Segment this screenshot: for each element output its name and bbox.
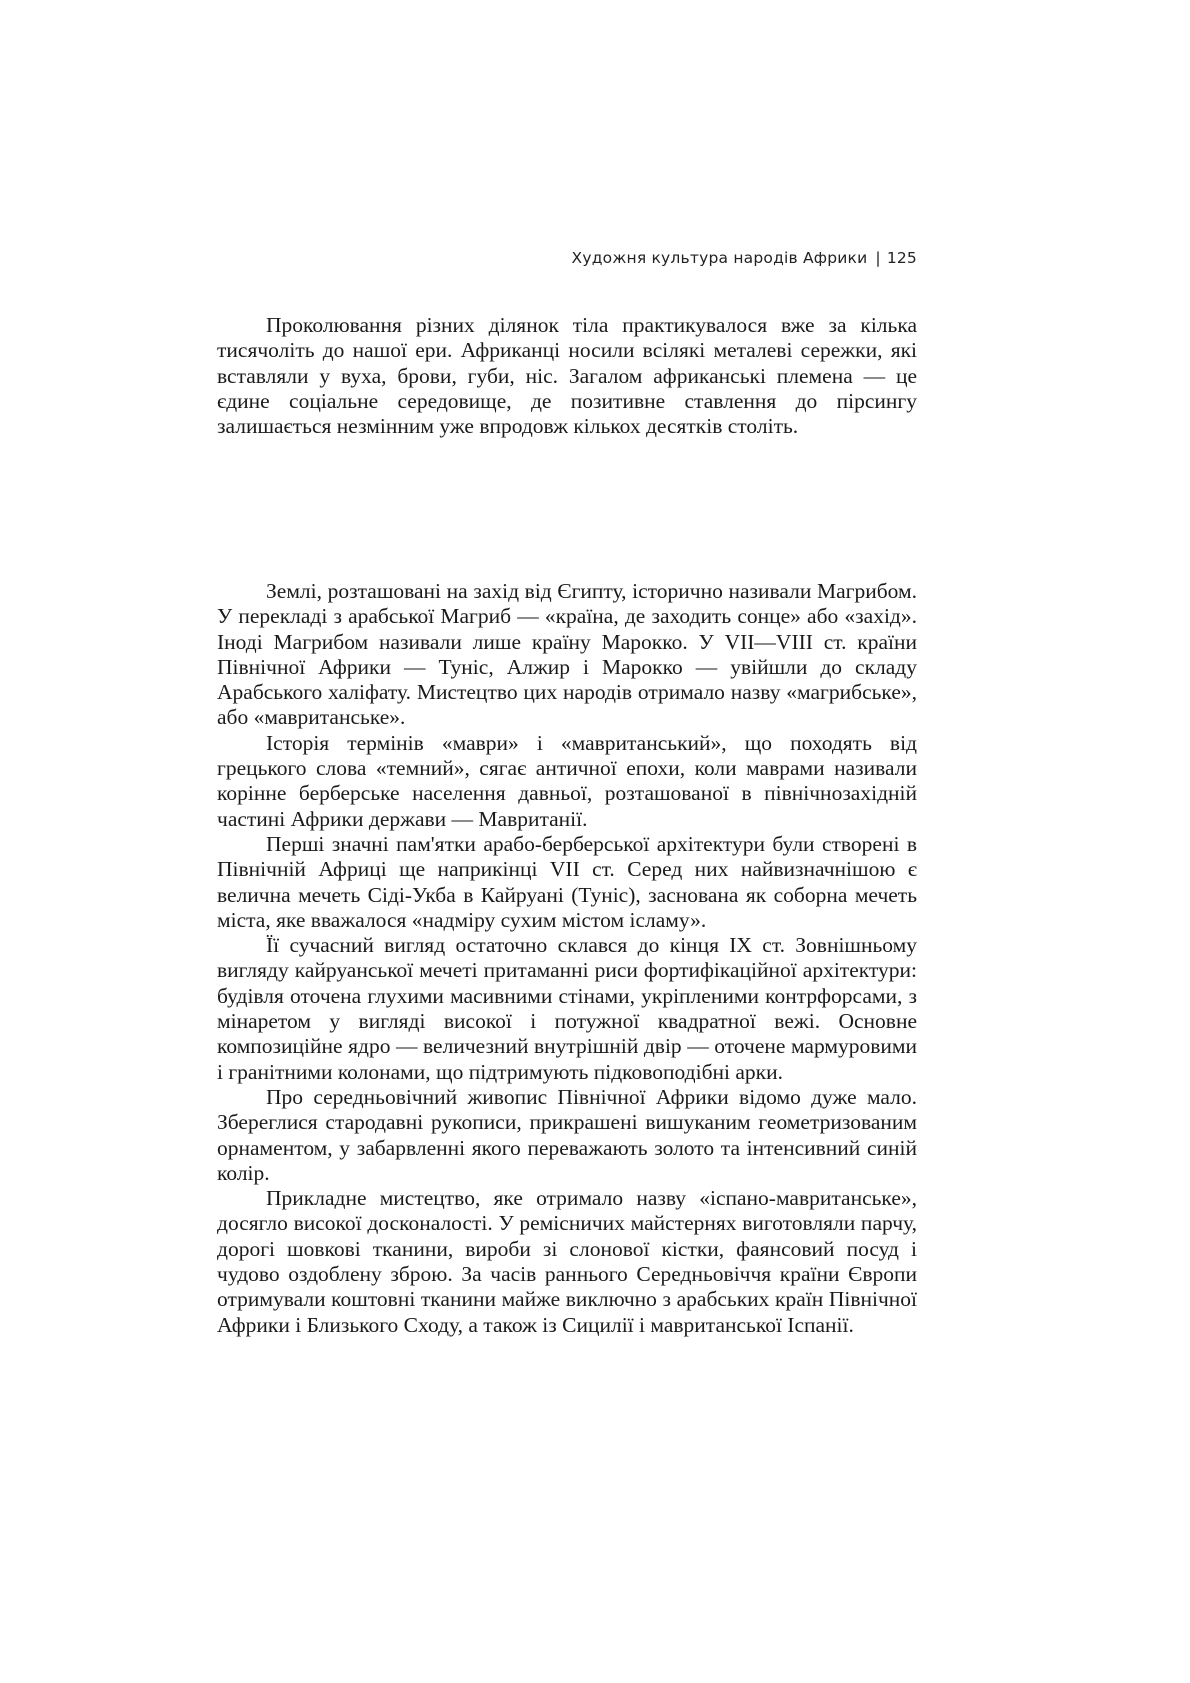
piercing-section <box>217 313 917 439</box>
maghreb-section <box>217 579 917 1338</box>
paragraph: Її сучасний вигляд остаточно склався до кінця IX ст. Зовнішньому вигляду кайруанської мечеті притаманні риси фортифікаційної архітектури: будівля оточена глухими масивними стінами, укріпленими контрфорсами, з мінаретом у вигляді високої і потужної квадратної вежі. Основне композиційне ядро — величезний внутрішній двір — оточене мармуровими і гранітними колонами, що підтримують підковоподібні арки. <box>217 933 917 1084</box>
header-separator: | <box>875 249 881 267</box>
paragraph: Історія термінів «маври» і «мавританський», що походять від грецького слова «темний», сягає античної епохи, коли маврами називали корінне берберське населення давньої, розташованої в північнозахідній частині Африки держави — Мавританії. <box>217 730 917 831</box>
paragraph: Про середньовічний живопис Північної Африки відомо дуже мало. Збереглися стародавні рукописи, прикрашені вишуканим геометризованим орнаментом, у забарвленні якого переважають золото та інтенсивний синій колір. <box>217 1084 917 1185</box>
paragraph: Землі, розташовані на захід від Єгипту, історично називали Магрибом. У перекладі з арабської Магриб — «країна, де заходить сонце» або «захід». Іноді Магрибом називали лише країну Марокко. У VII—VIII ст. країни Північної Африки — Туніс, Алжир і Марокко — увійшли до складу Арабського халіфату. Мистецтво цих народів отримало назву «магрибське», або «мавританське». <box>217 579 917 730</box>
running-header-title: Художня культура народів Африки <box>571 249 868 267</box>
running-header <box>480 249 917 267</box>
paragraph: Перші значні пам'ятки арабо-берберської архітектури були створені в Північній Африці ще наприкінці VII ст. Серед них найвизначнішою є велична мечеть Сіді-Укба в Кайруані (Туніс), заснована як соборна мечеть міста, яке вважалося «надміру сухим містом ісламу». <box>217 831 917 932</box>
paragraph: Проколювання різних ділянок тіла практикувалося вже за кілька тисячоліть до нашої ери. Африканці носили всілякі металеві сережки, які вставляли у вуха, брови, губи, ніс. Загалом африканські племена — це єдине соціальне середовище, де позитивне ставлення до пірсингу залишається незмінним уже впродовж кількох десятків століть. <box>217 313 917 439</box>
page-number: 125 <box>886 249 917 267</box>
paragraph: Прикладне мистецтво, яке отримало назву «іспано-мавританське», досягло високої досконалості. У ремісничих майстернях виготовляли парчу, дорогі шовкові тканини, вироби зі слонової кістки, фаянсовий посуд і чудово оздоблену зброю. За часів раннього Середньовіччя країни Європи отримували коштовні тканини майже виключно з арабських країн Північної Африки і Близького Сходу, а також із Сицилії і мавританської Іспанії. <box>217 1186 917 1337</box>
